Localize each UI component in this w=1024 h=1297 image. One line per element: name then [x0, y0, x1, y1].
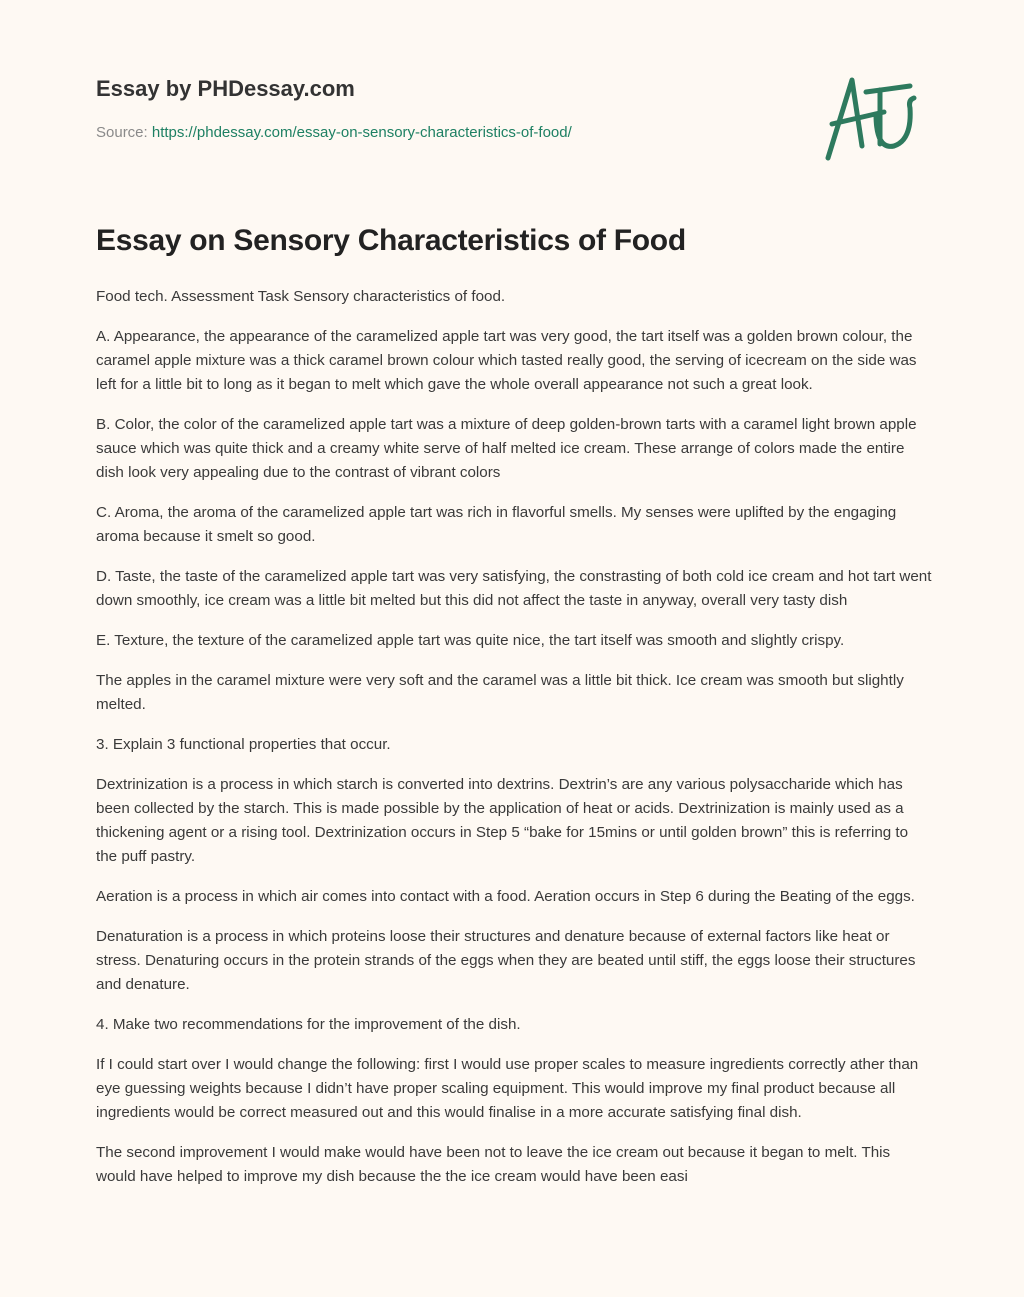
- paragraph: C. Aroma, the aroma of the caramelized apple tart was rich in flavorful smells. My senses were uplifted by the engaging aroma because it smelt so good.: [96, 504, 897, 545]
- paragraph: Dextrinization is a process in which starch is converted into dextrins. Dextrin’s are any various polysaccharide which has been collected by the starch. This is made possible by the application of heat or acids. Dextrinization is mainly used as a thickening agent or a rising tool. Dextrinization occurs in Step 5 “bake for 15mins or until golden brown” this is referring to the puff pastry.: [96, 776, 909, 865]
- essay-body: [96, 285, 932, 1205]
- source-link[interactable]: https://phdessay.com/essay-on-sensory-characteristics-of-food/: [151, 124, 572, 141]
- paragraph: B. Color, the color of the caramelized apple tart was a mixture of deep golden-brown tarts with a caramel light brown apple sauce which was quite thick and a creamy white serve of half melted ice cream. These arrange of colors made the entire dish look very appealing due to the contrast of vibrant colors: [96, 416, 917, 481]
- paragraph: E. Texture, the texture of the caramelized apple tart was quite nice, the tart itself was smooth and slightly crispy.: [96, 632, 845, 649]
- paragraph: D. Taste, the taste of the caramelized apple tart was very satisfying, the constrasting of both cold ice cream and hot tart went down smoothly, ice cream was a little bit melted but this did not affect the taste in anyway, overall very tasty dish: [96, 568, 932, 609]
- paragraph: Denaturation is a process in which proteins loose their structures and denature because of external factors like heat or stress. Denaturing occurs in the protein strands of the eggs when they are beated until stiff, the eggs loose their structures and denature.: [96, 928, 916, 993]
- paragraph: If I could start over I would change the following: first I would use proper scales to measure ingredients correctly ather than eye guessing weights because I didn’t have proper scaling equipment. This would improve my final product because all ingredients would be correct measured out and this would finalise in a more accurate satisfying final dish.: [96, 1056, 919, 1121]
- paragraph: Food tech. Assessment Task Sensory characteristics of food.: [96, 288, 506, 305]
- page-title: Essay on Sensory Characteristics of Food: [96, 224, 686, 257]
- source-label: Source:: [96, 124, 148, 141]
- paragraph: 3. Explain 3 functional properties that occur.: [96, 736, 391, 753]
- a-plus-logo-icon: [818, 66, 930, 166]
- source-line: [96, 124, 572, 141]
- site-brand: Essay by PHDessay.com: [96, 76, 355, 101]
- paragraph: The apples in the caramel mixture were very soft and the caramel was a little bit thick. Ice cream was smooth but slightly melted.: [96, 672, 904, 713]
- paragraph: Aeration is a process in which air comes into contact with a food. Aeration occurs in Step 6 during the Beating of the eggs.: [96, 888, 915, 905]
- paragraph: The second improvement I would make would have been not to leave the ice cream out because it began to melt. This would have helped to improve my dish because the the ice cream would have been easi: [96, 1144, 891, 1185]
- paragraph: A. Appearance, the appearance of the caramelized apple tart was very good, the tart itself was a golden brown colour, the caramel apple mixture was a thick caramel brown colour which tasted really good, the serving of icecream on the side was left for a little bit to long as it began to melt which gave the whole overall appearance not such a great look.: [96, 328, 917, 393]
- paragraph: 4. Make two recommendations for the improvement of the dish.: [96, 1016, 521, 1033]
